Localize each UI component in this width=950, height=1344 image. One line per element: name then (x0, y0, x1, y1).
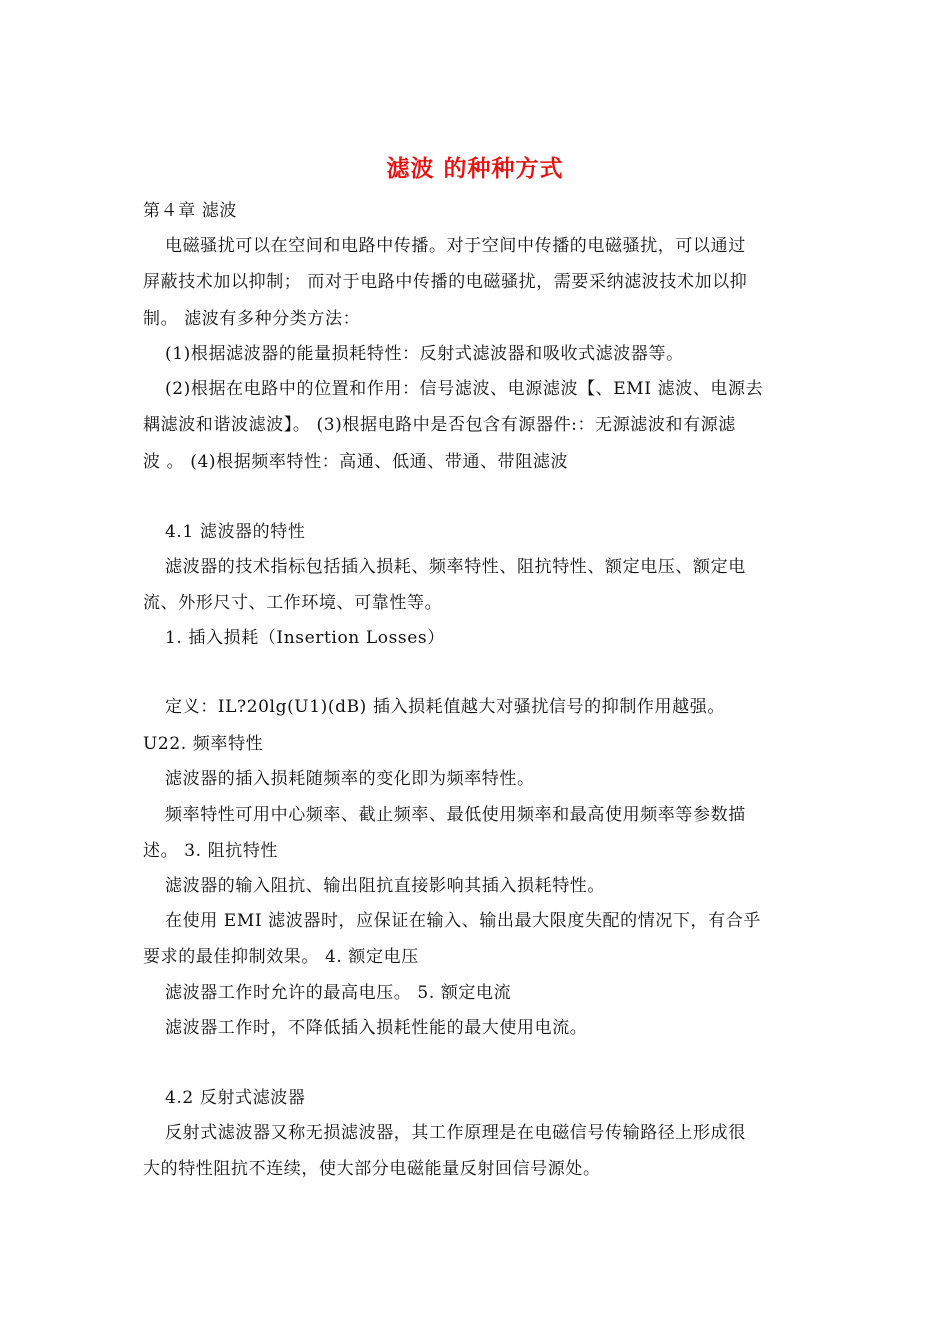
paragraph-line: 滤波器的插入损耗随频率的变化即为频率特性。 (165, 769, 535, 789)
subsection-heading: 1. 插入损耗（Insertion Losses） (165, 628, 445, 648)
paragraph-line: 频率特性可用中心频率、截止频率、最低使用频率和最高使用频率等参数描 (165, 805, 746, 825)
chapter-heading: 第４章 滤波 (143, 201, 238, 221)
paragraph-line: 大的特性阻抗不连续，使大部分电磁能量反射回信号源处。 (143, 1159, 601, 1179)
list-item: (1)根据滤波器的能量损耗特性：反射式滤波器和吸收式滤波器等。 (165, 344, 684, 364)
paragraph-line: 述。 3. 阻抗特性 (143, 841, 279, 861)
paragraph-line: 流、外形尺寸、工作环境、可靠性等。 (143, 593, 443, 613)
paragraph-line: 定义：IL?20lg(U1)(dB) 插入损耗值越大对骚扰信号的抑制作用越强。 (165, 697, 725, 717)
paragraph-line: 要求的最佳抑制效果。 4. 额定电压 (143, 947, 419, 967)
paragraph-line: 在使用 EMI 滤波器时，应保证在输入、输出最大限度失配的情况下，有合乎 (165, 911, 761, 931)
section-heading: 4.1 滤波器的特性 (165, 522, 306, 542)
paragraph-line: 滤波器的输入阻抗、输出阻抗直接影响其插入损耗特性。 (165, 876, 605, 896)
paragraph-line: 波 。 (4)根据频率特性：高通、低通、带通、带阻滤波 (143, 452, 569, 472)
paragraph-line: 滤波器工作时，不降低插入损耗性能的最大使用电流。 (165, 1018, 588, 1038)
section-heading: 4.2 反射式滤波器 (165, 1088, 306, 1108)
paragraph-line: 耦滤波和谐波滤波】。 (3)根据电路中是否包含有源器件:：无源滤波和有源滤 (143, 415, 736, 435)
document-title: 滤波 的种种方式 (386, 156, 564, 182)
paragraph-line: 制。 滤波有多种分类方法： (143, 309, 361, 329)
paragraph-line: 电磁骚扰可以在空间和电路中传播。对于空间中传播的电磁骚扰，可以通过 (165, 236, 746, 256)
paragraph-line: 屏蔽技术加以抑制； 而对于电路中传播的电磁骚扰，需要采纳滤波技术加以抑 (143, 272, 748, 292)
subsection-heading: U22. 频率特性 (143, 734, 264, 754)
paragraph-line: 滤波器工作时允许的最高电压。 5. 额定电流 (165, 983, 512, 1003)
paragraph-line: 反射式滤波器又称无损滤波器，其工作原理是在电磁信号传输路径上形成很 (165, 1123, 746, 1143)
paragraph-line: 滤波器的技术指标包括插入损耗、频率特性、阻抗特性、额定电压、额定电 (165, 557, 746, 577)
list-item: (2)根据在电路中的位置和作用：信号滤波、电源滤波【、EMI 滤波、电源去 (165, 379, 764, 399)
